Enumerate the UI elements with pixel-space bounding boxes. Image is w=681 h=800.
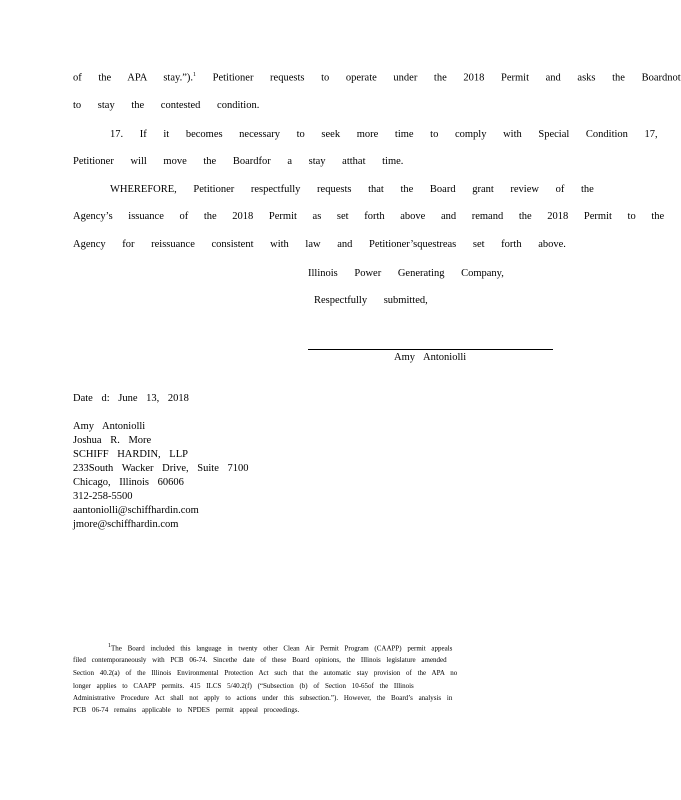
footnote-ref: 1 xyxy=(192,72,196,78)
body-line-3: 17. If it becomes necessary to seek more time to comply with Special Condition 17, xyxy=(110,129,658,140)
contact-address-1: 233South Wacker Drive, Suite 7100 xyxy=(73,463,249,474)
footnote-line-2: filed contemporaneously with PCB 06-74. Sincethe date of these Board opinions, the Illinois legislature amended xyxy=(73,656,447,664)
signature-line xyxy=(308,349,553,350)
signer-name: Amy Antoniolli xyxy=(394,352,467,363)
footnote-line-6: PCB 06-74 remains applicable to NPDES permit appeal proceedings. xyxy=(73,706,300,714)
contact-address-2: Chicago, Illinois 60606 xyxy=(73,477,184,488)
footnote-marker: 1 xyxy=(108,643,111,649)
contact-email-1[interactable]: aantoniolli@schiffhardin.com xyxy=(73,505,199,516)
footnote-line-3: Section 40.2(a) of the Illinois Environmental Protection Act such that the automatic stay provision of the APA no xyxy=(73,669,458,677)
footnote-line-1 xyxy=(108,643,452,652)
body-line-1 xyxy=(73,72,681,84)
contact-phone: 312-258-5500 xyxy=(73,491,133,502)
footnote-line-4: longer applies to CAAPP permits. 415 ILCS 5/40.2(f) (“Subsection (b) of Section 10-65of the Illinois xyxy=(73,682,414,690)
contact-name-1: Amy Antoniolli xyxy=(73,421,146,432)
date-line: Date d: June 13, 2018 xyxy=(73,393,189,404)
footnote-line-5: Administrative Procedure Act shall not apply to actions under this subsection.”). However, the Board’s analysis in xyxy=(73,694,453,702)
body-text: Petitioner requests to operate under the 2018 Permit and asks the Boardnot xyxy=(212,72,681,84)
contact-firm: SCHIFF HARDIN, LLP xyxy=(73,449,188,460)
contact-name-2: Joshua R. More xyxy=(73,435,152,446)
contact-email-2[interactable]: jmore@schiffhardin.com xyxy=(73,519,179,530)
body-line-7: Agency for reissuance consistent with law and Petitioner’squestreas set forth above. xyxy=(73,239,566,250)
footnote-text: The Board included this language in twenty other Clean Air Permit Program (CAAPP) permit appeals xyxy=(111,644,453,653)
body-line-6: Agency’s issuance of the 2018 Permit as set forth above and remand the 2018 Permit to the xyxy=(73,211,665,222)
body-line-5: WHEREFORE, Petitioner respectfully requests that the Board grant review of the xyxy=(110,184,594,195)
body-line-4: Petitioner will move the Boardfor a stay atthat time. xyxy=(73,156,404,167)
company-name: Illinois Power Generating Company, xyxy=(308,268,504,279)
closing: Respectfully submitted, xyxy=(314,295,428,306)
body-text: of the APA stay.”). xyxy=(73,72,193,84)
body-line-2: to stay the contested condition. xyxy=(73,100,260,111)
